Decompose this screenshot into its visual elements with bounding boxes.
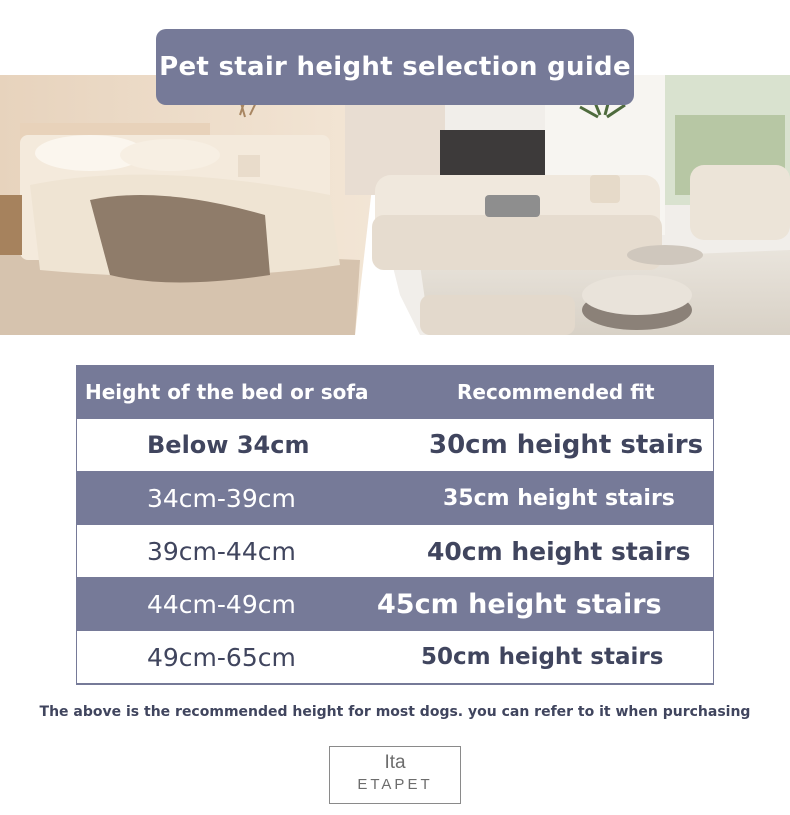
column-header-fit: Recommended fit: [457, 380, 655, 404]
height-guide-table: [76, 365, 714, 685]
range-cell: 49cm-65cm: [147, 642, 296, 672]
range-cell: 34cm-39cm: [147, 483, 296, 513]
range-cell: Below 34cm: [147, 431, 310, 459]
table-row: [77, 418, 713, 472]
fit-cell: 40cm height stairs: [427, 536, 691, 566]
fit-cell: 35cm height stairs: [443, 485, 675, 511]
brand-logo: [329, 746, 461, 804]
fit-cell: 50cm height stairs: [421, 644, 664, 670]
table-header-row: [77, 366, 713, 418]
range-cell: 39cm-44cm: [147, 536, 296, 566]
page-title: Pet stair height selection guide: [156, 29, 634, 105]
room-photo-banner: [0, 75, 790, 335]
table-row: [77, 630, 713, 684]
column-header-height: Height of the bed or sofa: [85, 380, 369, 404]
fit-cell: 45cm height stairs: [377, 588, 662, 620]
fit-cell: 30cm height stairs: [429, 430, 704, 460]
logo-wordmark: ETAPET: [357, 776, 433, 793]
bedroom-photo: [0, 75, 385, 335]
logo-mark: Ita: [384, 752, 406, 773]
recommendation-note: The above is the recommended height for most dogs. you can refer to it when purchasing: [39, 704, 751, 720]
table-row: [77, 524, 713, 578]
table-row: [77, 578, 713, 630]
table-row: [77, 472, 713, 524]
living-room-photo: [345, 75, 790, 335]
range-cell: 44cm-49cm: [147, 589, 296, 619]
